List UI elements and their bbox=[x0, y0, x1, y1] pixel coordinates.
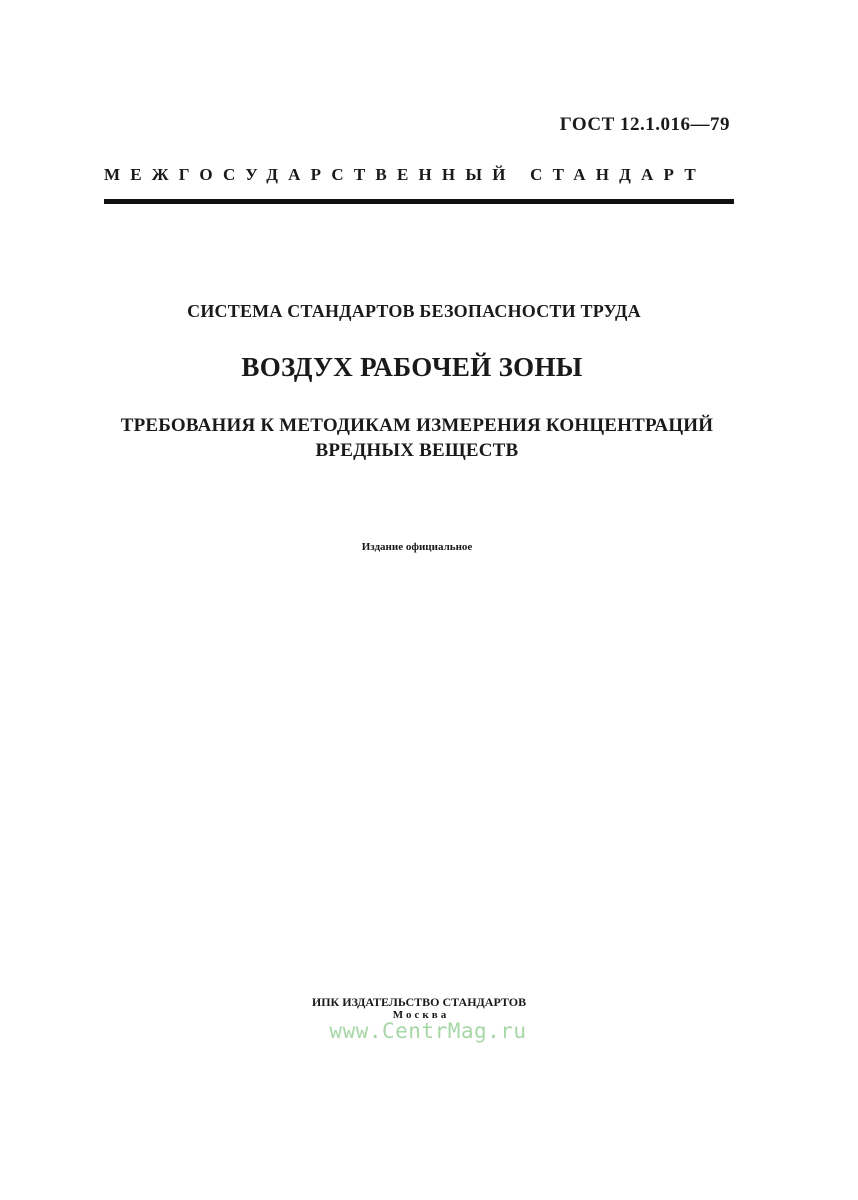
subtitle-line-1: ТРЕБОВАНИЯ К МЕТОДИКАМ ИЗМЕРЕНИЯ КОНЦЕНТРАЦИЙ bbox=[120, 415, 714, 436]
subtitle bbox=[0, 413, 846, 463]
document-number: ГОСТ 12.1.016—79 bbox=[559, 114, 730, 135]
publisher: ИПК ИЗДАТЕЛЬСТВО СТАНДАРТОВ bbox=[311, 995, 527, 1009]
publication-city: Москва bbox=[392, 1009, 450, 1021]
standard-type-heading: МЕЖГОСУДАРСТВЕННЫЙ СТАНДАРТ bbox=[104, 165, 706, 184]
main-title: ВОЗДУХ РАБОЧЕЙ ЗОНЫ bbox=[241, 352, 583, 382]
subtitle-line-2: ВРЕДНЫХ ВЕЩЕСТВ bbox=[315, 440, 519, 461]
edition-note: Издание официальное bbox=[361, 541, 473, 553]
system-title: СИСТЕМА СТАНДАРТОВ БЕЗОПАСНОСТИ ТРУДА bbox=[187, 301, 641, 321]
site-watermark: www.CentrMag.ru bbox=[329, 1019, 527, 1043]
header-divider bbox=[104, 199, 734, 204]
